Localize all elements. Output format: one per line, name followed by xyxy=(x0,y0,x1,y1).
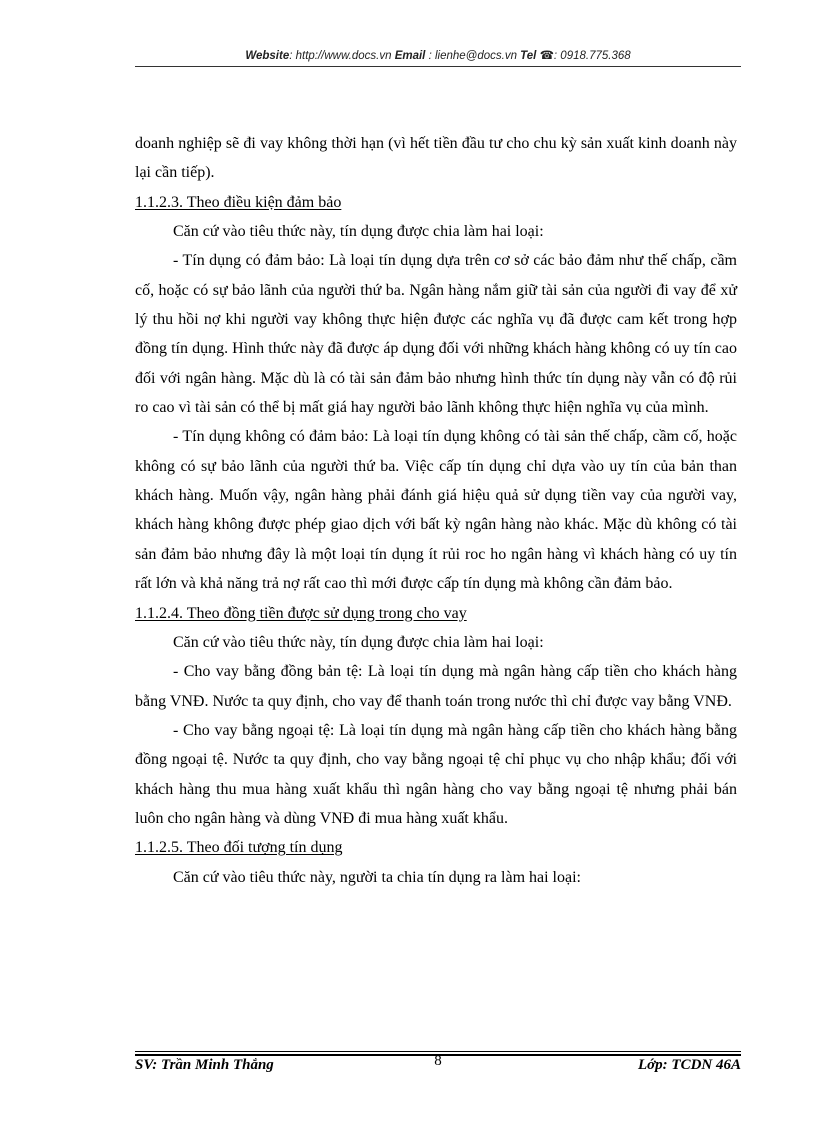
paragraph-foreign-currency: - Cho vay bằng ngoại tệ: Là loại tín dụng mà ngân hàng cấp tiền cho khách hàng bằng đồng ngoại tệ. Nước ta quy định, cho vay bằng ngoại tệ chỉ phục vụ cho nhập khẩu; đối với khách hàng thu mua hàng xuất khẩu thì ngân hàng cho vay bằng ngoại tệ nhưng phải bán luôn cho ngân hàng và dùng VNĐ đi mua hàng xuất khẩu. xyxy=(135,721,737,827)
footer-class: Lớp: TCDN 46A xyxy=(637,1057,741,1073)
paragraph-intro: Căn cứ vào tiêu thức này, người ta chia tín dụng ra làm hai loại: xyxy=(173,868,581,886)
footer-rule xyxy=(135,1051,741,1052)
page-number: 8 xyxy=(434,1053,442,1069)
page-footer xyxy=(135,1053,741,1079)
heading-text: 1.1.2.5. Theo đối tượng tín dụng xyxy=(135,839,343,857)
paragraph-intro: Căn cứ vào tiêu thức này, tín dụng được chia làm hai loại: xyxy=(173,633,544,651)
footer-student-name: SV: Trần Minh Thắng xyxy=(135,1057,274,1073)
section-heading-1-1-2-5 xyxy=(135,833,737,862)
paragraph-intro: Căn cứ vào tiêu thức này, tín dụng được chia làm hai loại: xyxy=(173,223,544,241)
website-value: : http://www.docs.vn xyxy=(289,50,392,62)
paragraph-local-currency: - Cho vay bằng đồng bản tệ: Là loại tín dụng mà ngân hàng cấp tiền cho khách hàng bằng VNĐ. Nước ta quy định, cho vay để thanh toán trong nước thì chỉ được vay bằng VNĐ. xyxy=(135,663,737,710)
heading-text: 1.1.2.3. Theo điều kiện đảm bảo xyxy=(135,193,342,211)
email-label: Email xyxy=(394,50,426,62)
paragraph-unsecured-credit: - Tín dụng không có đảm bảo: Là loại tín dụng không có tài sản thế chấp, cầm cố, hoặc không có sự bảo lãnh của người thứ ba. Việc cấp tín dụng chỉ dựa vào uy tín của bản than khách hàng. Muốn vậy, ngân hàng phải đánh giá hiệu quả sử dụng tiền vay của người vay, khách hàng không được phép giao dịch với bất kỳ ngân hàng nào khác. Mặc dù không có tài sản đảm bảo nhưng đây là một loại tín dụng ít rủi roc ho ngân hàng vì khách hàng có uy tín rất lớn và khả năng trả nợ rất cao thì mới được cấp tín dụng mà không cần đảm bảo. xyxy=(135,428,737,593)
page-header xyxy=(135,48,741,62)
header-rule xyxy=(135,66,741,67)
heading-text: 1.1.2.4. Theo đồng tiền được sử dụng trong cho vay xyxy=(135,604,467,622)
paragraph-secured-credit: - Tín dụng có đảm bảo: Là loại tín dụng dựa trên cơ sở các bảo đảm như thế chấp, cầm cố, hoặc có sự bảo lãnh của người thứ ba. Ngân hàng nắm giữ tài sản của người đi vay để xử lý thu hồi nợ khi người vay không thực hiện được các nghĩa vụ đã được cam kết trong hợp đồng tín dụng. Hình thức này đã được áp dụng đối với những khách hàng không có uy tín cao đối với ngân hàng. Mặc dù là có tài sản đảm bảo nhưng hình thức tín dụng này vẫn có độ rủi ro cao vì tài sản có thể bị mất giá hay người bảo lãnh không thực hiện nghĩa vụ của mình. xyxy=(135,252,737,417)
paragraph-continuation: doanh nghiệp sẽ đi vay không thời hạn (vì hết tiền đầu tư cho chu kỳ sản xuất kinh doanh này lại cần tiếp). xyxy=(135,135,737,182)
tel-value: : 0918.775.368 xyxy=(553,50,631,62)
phone-icon: ☎ xyxy=(539,50,554,62)
email-value: : lienhe@docs.vn xyxy=(428,50,517,62)
section-heading-1-1-2-4 xyxy=(135,599,737,628)
tel-label: Tel xyxy=(520,50,537,62)
document-body xyxy=(135,129,737,892)
section-heading-1-1-2-3 xyxy=(135,188,737,217)
website-label: Website xyxy=(245,50,290,62)
